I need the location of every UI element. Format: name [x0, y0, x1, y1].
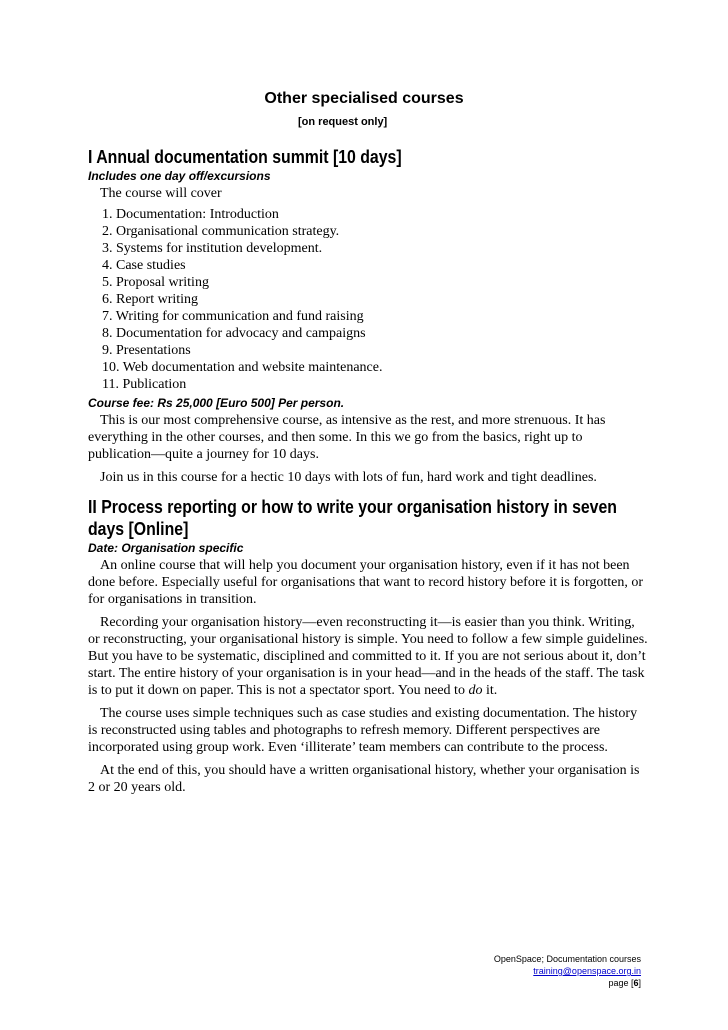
section1-includes: Includes one day off/excursions [88, 169, 271, 183]
list-item: 7. Writing for communication and fund raising [102, 309, 364, 324]
list-item: 11. Publication [102, 377, 187, 392]
section2-paragraph: An online course that will help you document your organisation history, even if it has not been done before. Especially useful for organisations that want to record history before it is forgotten, or for organisations in transition. [88, 558, 644, 607]
list-item: 1. Documentation: Introduction [102, 207, 279, 222]
list-item: 9. Presentations [102, 343, 191, 358]
footer-line: OpenSpace; Documentation courses [493, 954, 641, 964]
section1-heading: I Annual documentation summit [10 days] [88, 147, 402, 167]
course-topic-list [88, 206, 648, 393]
section2-para2-emphasis: do [468, 683, 483, 698]
section1-cover-intro: The course will cover [100, 186, 222, 201]
section1-paragraph: This is our most comprehensive course, as intensive as the rest, and more strenuous. It has everything in the other courses, and then some. In this we go from the basics, right up to publication—quite a journey for 10 days. [88, 413, 606, 462]
section2-heading [88, 496, 644, 540]
list-item: 2. Organisational communication strategy. [102, 224, 340, 239]
page-footer [494, 953, 641, 989]
page-number: 6 [633, 978, 639, 988]
footer-email-link[interactable]: training@openspace.org.in [533, 966, 641, 976]
list-item: 8. Documentation for advocacy and campaigns [102, 326, 366, 341]
section2-paragraph: The course uses simple techniques such as case studies and existing documentation. The history is reconstructed using tables and photographs to refresh memory. Different perspectives are incorporated using group work. Even ‘illiterate’ team members can contribute to the process. [88, 706, 638, 755]
section2-para2-main: Recording your organisation history—even reconstructing it—is easier than you think. Writing, or reconstructing, your organisational history is simple. You need to follow a few simple guidelines. But you have to be systematic, disciplined and committed to it. If you are not serious about it, don’t start. The entire history of your organisation is in your head—and in the heads of the staff. The task is to put it down on paper. This is not a spectator sport. You need to [88, 615, 648, 698]
list-item: 5. Proposal writing [102, 275, 209, 290]
section2-heading-text: II Process reporting or how to write your organisation history in seven days [Online] [88, 497, 617, 539]
list-item: 4. Case studies [102, 258, 186, 273]
main-content [88, 146, 648, 796]
section1-paragraph: Join us in this course for a hectic 10 days with lots of fun, hard work and tight deadlines. [100, 470, 597, 485]
section-annual-summit [88, 146, 648, 486]
section2-date: Date: Organisation specific [88, 541, 244, 555]
page-prefix: page [ [608, 978, 634, 988]
page-suffix: ] [638, 978, 641, 988]
page-subtitle: [on request only] [298, 116, 388, 128]
list-item: 10. Web documentation and website maintenance. [102, 360, 383, 375]
section2-paragraph [88, 614, 648, 699]
section-process-reporting [88, 496, 648, 796]
list-item: 6. Report writing [102, 292, 199, 307]
course-fee: Course fee: Rs 25,000 [Euro 500] Per person. [88, 396, 345, 410]
section2-para2-end: it. [482, 683, 498, 698]
page-title: Other specialised courses [264, 90, 464, 107]
section2-paragraph: At the end of this, you should have a written organisational history, whether your organisation is 2 or 20 years old. [88, 763, 640, 795]
list-item: 3. Systems for institution development. [102, 241, 323, 256]
